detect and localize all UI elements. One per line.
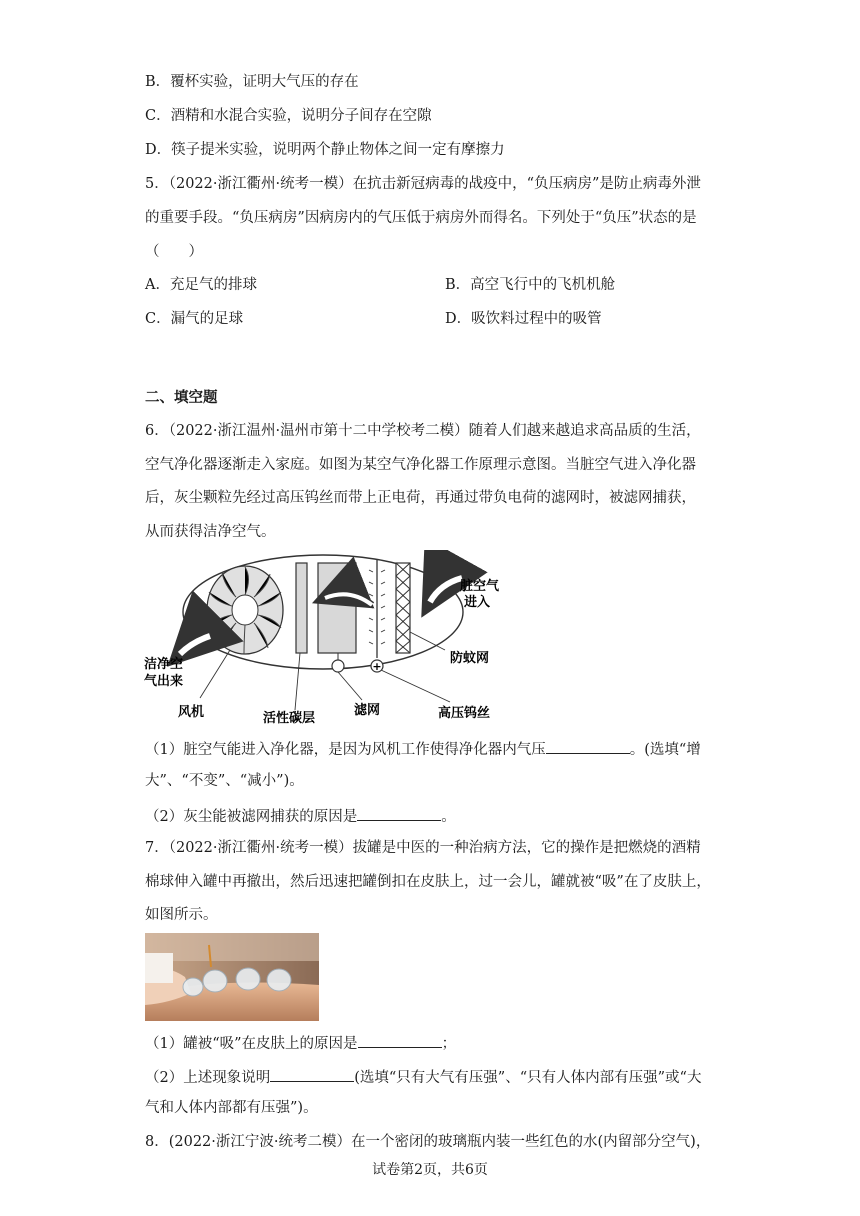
high-voltage-wire	[369, 560, 385, 658]
label-dirty-air-2: 进入	[464, 595, 491, 610]
q7-stem-line1: 7．（2022·浙江衢州·统考一模）拔罐是中医的一种治病方法，它的操作是把燃烧的酒精	[145, 840, 701, 856]
q7-sub2-line1	[145, 1065, 701, 1088]
q7-sub1-end: ；	[441, 1036, 457, 1052]
q7-sub2-line2: 气和人体内部都有压强”)。	[145, 1100, 318, 1116]
filter-mesh	[318, 563, 356, 653]
label-mosquito-net: 防蚊网	[450, 651, 490, 666]
section-title-fill-blank: 二、填空题	[145, 390, 218, 406]
q7-stem-line3: 如图所示。	[145, 907, 218, 923]
q6-stem-line2: 空气净化器逐渐走入家庭。如图为某空气净化器工作原理示意图。当脏空气进入净化器	[145, 457, 696, 473]
q6-stem-line1: 6．（2022·浙江温州·温州市第十二中学校考二模）随着人们越来越追求高品质的生活，	[145, 423, 701, 439]
q5-option-a: A．充足气的排球	[145, 277, 257, 293]
q7-sub2-answer-blank[interactable]	[270, 1065, 354, 1082]
label-dirty-air-1: 脏空气	[460, 579, 500, 594]
q6-sub2-answer-blank[interactable]	[357, 804, 441, 821]
q5-option-b: B．高空飞行中的飞机机舱	[445, 277, 616, 293]
label-filter: 滤网	[354, 703, 381, 718]
q4-option-d: D．筷子提米实验，说明两个静止物体之间一定有摩擦力	[145, 142, 505, 158]
page-footer: 试卷第2页，共6页	[372, 1162, 488, 1178]
q6-stem-line3: 后，灰尘颗粒先经过高压钨丝而带上正电荷，再通过带负电荷的滤网时，被滤网捕获，	[145, 490, 696, 506]
q4-option-c: C．酒精和水混合实验，说明分子间存在空隙	[145, 108, 432, 124]
q5-stem-line1: 5．（2022·浙江衢州·统考一模）在抗击新冠病毒的战疫中，“负压病房”是防止病毒外泄	[145, 176, 701, 192]
label-fan: 风机	[178, 705, 205, 720]
q6-sub1-answer-blank[interactable]	[546, 737, 630, 754]
q6-sub2-line	[145, 804, 456, 827]
filter-negative-terminal	[332, 660, 344, 672]
q5-stem-line2: 的重要手段。“负压病房”因病房内的气压低于病房外而得名。下列处于“负压”状态的是	[145, 210, 697, 226]
q6-sub2-end: 。	[441, 809, 456, 825]
q7-sub1-answer-blank[interactable]	[358, 1031, 442, 1048]
label-activated-carbon: 活性碳层	[263, 711, 316, 726]
q7-sub1-line	[145, 1031, 456, 1054]
q5-option-d: D．吸饮料过程中的吸管	[445, 311, 602, 327]
air-purifier-diagram	[140, 550, 510, 730]
q6-sub1-prompt: （1）脏空气能进入净化器，是因为风机工作使得净化器内气压	[145, 742, 546, 758]
mosquito-net	[396, 563, 410, 653]
label-clean-air-1: 洁净空	[144, 657, 184, 672]
q7-sub1-prompt: （1）罐被“吸”在皮肤上的原因是	[145, 1036, 358, 1052]
plus-sign: +	[372, 660, 382, 673]
q7-stem-line2: 棉球伸入罐中再撤出，然后迅速把罐倒扣在皮肤上，过一会儿，罐就被“吸”在了皮肤上，	[145, 874, 711, 890]
label-clean-air-2: 气出来	[144, 674, 184, 689]
q6-sub1-options: 。(选填“增	[629, 742, 701, 758]
q8-stem-line1: 8．(2022·浙江宁波·统考二模）在一个密闭的玻璃瓶内装一些红色的水(内留部分空气)，	[145, 1134, 711, 1150]
q5-stem-line3: （ ）	[145, 244, 203, 260]
q6-stem-line4: 从而获得洁净空气。	[145, 524, 276, 540]
cupping-photo	[145, 933, 319, 1021]
q7-sub2-options: (选填“只有大气有压强”、“只有人体内部有压强”或“大	[354, 1070, 702, 1086]
q6-sub1-line1	[145, 737, 701, 760]
fan-wheel-icon	[207, 566, 283, 654]
activated-carbon-layer	[296, 563, 307, 653]
q7-sub2-prompt: （2）上述现象说明	[145, 1070, 271, 1086]
q6-sub2-prompt: （2）灰尘能被滤网捕获的原因是	[145, 809, 358, 825]
q6-sub1-line2: 大”、“不变”、“减小”)。	[145, 773, 304, 789]
label-high-voltage-wire: 高压钨丝	[438, 706, 491, 721]
q5-option-c: C．漏气的足球	[145, 311, 244, 327]
q4-option-b: B．覆杯实验，证明大气压的存在	[145, 74, 359, 90]
